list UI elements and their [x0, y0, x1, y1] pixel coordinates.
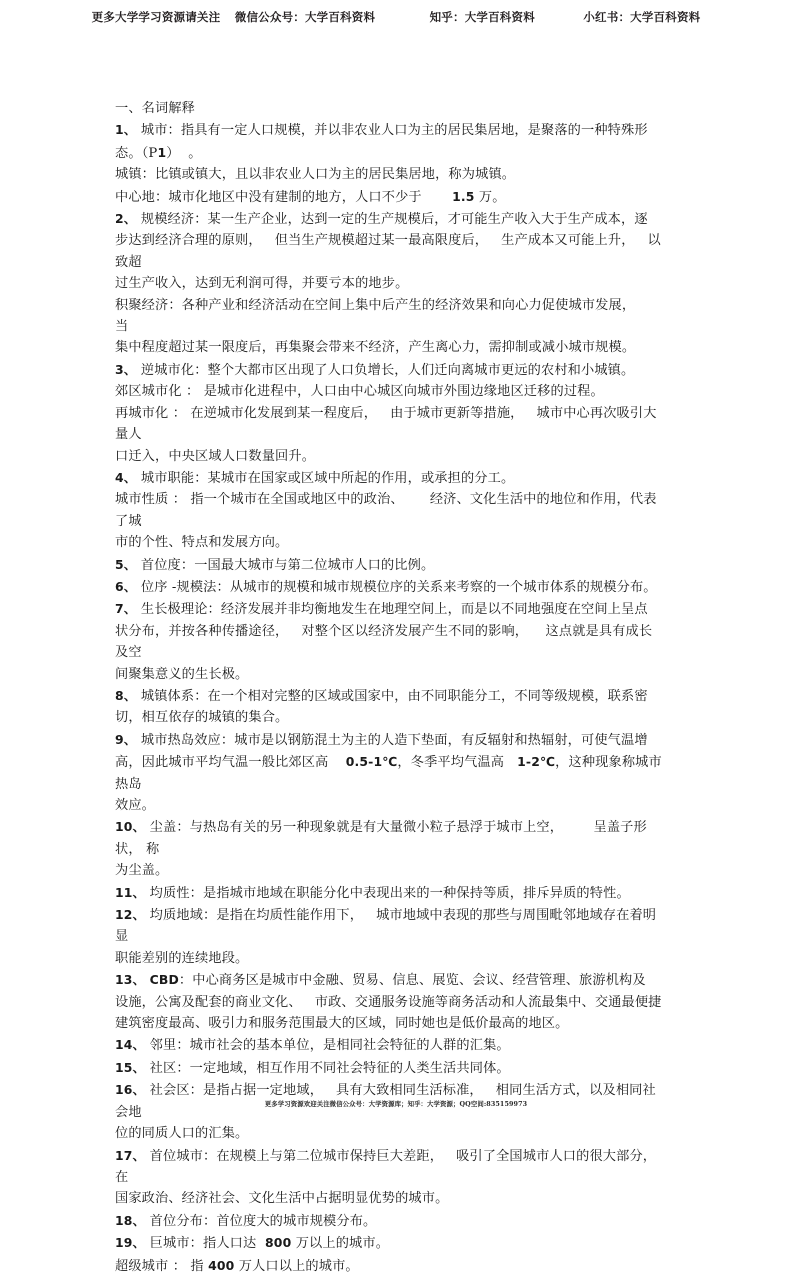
- definition-line: 5、 首位度：一国最大城市与第二位城市人口的比例。: [115, 556, 435, 573]
- definition-line: 态。（P1） 。: [115, 144, 202, 161]
- definition-line: 10、 尘盖：与热岛有关的另一种现象就是有大量微小粒子悬浮于城市上空， 呈盖子形状， 称: [115, 819, 647, 857]
- definition-line: 7、 生长极理论：经济发展并非均衡地发生在地理空间上，而是以不同地强度在空间上呈点: [115, 601, 648, 618]
- definition-line: 间聚集意义的生长极。: [115, 666, 249, 682]
- definition-line: 职能差别的连续地段。: [115, 950, 249, 966]
- definition-line: 过生产收入，达到无利润可得，并要亏本的地步。: [115, 276, 409, 292]
- definition-line: 12、 均质地域：是指在均质性能作用下， 城市地域中表现的那些与周围毗邻地域存在着明显: [115, 907, 657, 945]
- definition-line: 为尘盖。: [115, 863, 169, 879]
- definition-line: 11、 均质性：是指城市地域在职能分化中表现出来的一种保持等质，排斥异质的特性。: [115, 884, 630, 901]
- definition-line: 8、 城镇体系：在一个相对完整的区域或国家中，由不同职能分工，不同等级规模，联系密: [115, 687, 648, 704]
- definition-line: 效应。: [115, 798, 156, 813]
- definition-line: 高，因此城市平均气温一般比郊区高 0.5-1℃，冬季平均气温高 1-2℃，这种现象称城市热岛: [115, 754, 662, 792]
- header-promo-lead: 更多大学学习资源请关注: [91, 10, 221, 24]
- definition-line: 城市性质 ： 指一个城市在全国或地区中的政治、 经济、文化生活中的地位和作用，代表了城: [115, 492, 657, 529]
- definition-line: 18、 首位分布：首位度大的城市规模分布。: [115, 1212, 377, 1229]
- definition-line: 2、 规模经济：某一生产企业，达到一定的生产规模后，才可能生产收入大于生产成本，逐: [115, 211, 648, 228]
- definition-line: 设施，公寓及配套的商业文化、 市政、交通服务设施等商务活动和人流最集中、交通最便捷: [115, 994, 662, 1010]
- definition-line: 步达到经济合理的原则， 但当生产规模超过某一最高限度后， 生产成本又可能上升， 以致超: [115, 233, 661, 270]
- definition-line: 状分布，并按各种传播途径， 对整个区以经济发展产生不同的影响， 这点就是具有成长及空: [115, 623, 653, 661]
- definition-line: 集中程度超过某一限度后，再集聚会带来不经济，产生离心力，需抑制或减小城市规模。: [115, 340, 636, 356]
- definition-line: 6、 位序 -规模法：从城市的规模和城市规模位序的关系来考察的一个城市体系的规模分布。: [115, 578, 657, 595]
- definition-line: 13、 CBD：中心商务区是城市中金融、贸易、信息、展览、会议、经营管理、旅游机构及: [115, 972, 646, 989]
- page-header: [0, 9, 792, 25]
- definition-line: 位的同质人口的汇集。: [115, 1126, 249, 1142]
- definition-line: 9、 城市热岛效应：城市是以钢筋混土为主的人造下垫面，有反辐射和热辐射，可使气温增: [115, 731, 648, 748]
- definition-line: 建筑密度最高、吸引力和服务范围最大的区域，同时她也是低价最高的地区。: [115, 1016, 569, 1032]
- definition-line: 郊区城市化 ： 是城市化进程中，人口由中心城区向城市外围边缘地区迁移的过程。: [115, 384, 604, 400]
- definition-line: 城镇：比镇或镇大，且以非农业人口为主的居民集居地，称为城镇。: [115, 167, 516, 183]
- definition-line: 1、 城市：指具有一定人口规模，并以非农业人口为主的居民集居地，是聚落的一种特殊形: [115, 122, 648, 139]
- definition-line: 中心地：城市化地区中没有建制的地方，人口不少于 1.5 万。: [115, 188, 506, 205]
- header-xiaohongshu: 小红书：大学百科资料: [583, 10, 701, 24]
- definition-line: 口迁入，中央区域人口数量回升。: [115, 448, 316, 464]
- definition-line: 14、 邻里：城市社会的基本单位，是相同社会特征的人群的汇集。: [115, 1037, 510, 1054]
- header-wechat: 微信公众号：大学百科资料: [234, 10, 376, 24]
- definition-line: 市的个性、特点和发展方向。: [115, 535, 289, 551]
- definition-line: 19、 巨城市：指人口达 800 万以上的城市。: [115, 1235, 390, 1252]
- definition-line: 4、 城市职能：某城市在国家或区域中所起的作用，或承担的分工。: [115, 469, 515, 486]
- definition-line: 超级城市 ： 指 400 万人口以上的城市。: [115, 1257, 359, 1274]
- definition-line: 15、 社区：一定地域，相互作用不同社会特征的人类生活共同体。: [115, 1059, 510, 1076]
- page-footer: 更多学习资源欢迎关注微信公众号：大学资源库；知乎：大学资源；QQ空间:835159973: [264, 1100, 528, 1108]
- header-zhihu: 知乎：大学百科资料: [429, 10, 535, 24]
- definition-line: 3、 逆城市化：整个大都市区出现了人口负增长，人们迁向离城市更远的农村和小城镇。: [115, 361, 635, 378]
- definition-line: 17、 首位城市：在规模上与第二位城市保持巨大差距， 吸引了全国城市人口的很大部分， 在: [115, 1147, 670, 1185]
- definition-line: 16、 社会区：是指占据一定地域， 具有大致相同生活标准， 相同生活方式，以及相同社会地: [115, 1082, 656, 1120]
- definition-line: 再城市化 ： 在逆城市化发展到某一程度后， 由于城市更新等措施， 城市中心再次吸引大量人: [115, 405, 657, 443]
- definition-line: 积聚经济：各种产业和经济活动在空间上集中后产生的经济效果和向心力促使城市发展， 当: [115, 297, 670, 335]
- definition-line: 国家政治、经济社会、文化生活中占据明显优势的城市。: [115, 1191, 449, 1207]
- definition-line: 切，相互依存的城镇的集合。: [115, 710, 289, 726]
- section-heading: 一、名词解释: [115, 101, 196, 116]
